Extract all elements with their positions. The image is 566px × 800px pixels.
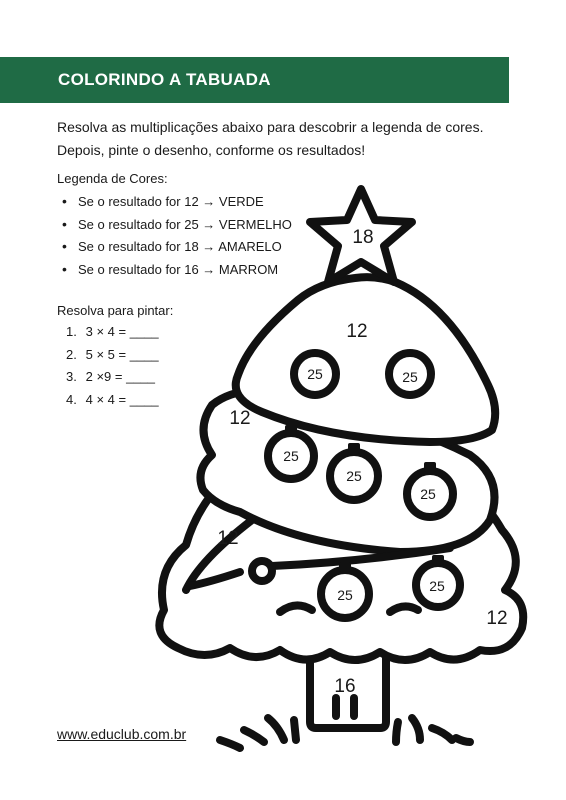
tree-top-tier <box>236 277 495 442</box>
grass <box>456 738 470 742</box>
grass <box>294 720 296 740</box>
grass <box>396 722 398 742</box>
instructions-line-1: Resolva as multiplicações abaixo para descobrir a legenda de cores. <box>57 119 484 135</box>
footer-link[interactable]: www.educlub.com.br <box>57 726 187 742</box>
legend-item: • Se o resultado for 12 → VERDE <box>62 190 292 213</box>
bottom-tier-right-number: 12 <box>486 608 508 629</box>
exercise-number: 4. <box>66 391 77 407</box>
star-number: 18 <box>352 227 374 248</box>
ornament <box>252 561 272 581</box>
ornament-cap <box>432 555 444 565</box>
legend-title: Legenda de Cores: <box>57 171 168 186</box>
bottom-tier-left-number: 12 <box>217 528 239 549</box>
page-title: COLORINDO A TABUADA <box>58 70 271 89</box>
ornament-number: 25 <box>283 448 299 464</box>
grass <box>432 728 452 740</box>
grass <box>268 718 284 740</box>
exercise-text: 2 ×9 = ____ <box>85 369 156 384</box>
top-tier-number: 12 <box>346 321 368 342</box>
ornament-number: 25 <box>346 468 362 484</box>
ornament-number: 25 <box>402 369 418 385</box>
exercise-text: 3 × 4 = ____ <box>85 324 159 339</box>
middle-tier-number: 12 <box>229 408 251 429</box>
legend-item: • Se o resultado for 16 → MARROM <box>62 258 292 281</box>
exercise-text: 4 × 4 = ____ <box>85 391 159 407</box>
grass <box>244 730 264 742</box>
ornament-number: 25 <box>337 587 353 603</box>
ornament-number: 25 <box>307 366 323 382</box>
exercise-number: 2. <box>66 346 77 362</box>
exercise-number: 3. <box>66 369 77 384</box>
exercises-title: Resolva para pintar: <box>57 303 174 318</box>
grass <box>412 718 420 740</box>
grass <box>220 740 240 748</box>
instructions-line-2: Depois, pinte o desenho, conforme os resultados! <box>57 142 366 158</box>
ornament-cap <box>339 562 351 572</box>
ornament-number: 25 <box>420 486 436 502</box>
ornament-cap <box>424 462 436 472</box>
legend-item: • Se o resultado for 25 → VERMELHO <box>62 213 292 236</box>
ornament-cap <box>285 425 297 435</box>
trunk-number: 16 <box>334 676 356 697</box>
exercise-number: 1. <box>66 324 77 339</box>
ornament-cap <box>348 443 360 453</box>
exercise-text: 5 × 5 = ____ <box>85 346 159 362</box>
ornament-number: 25 <box>429 578 445 594</box>
legend-item: • Se o resultado for 18 → AMARELO <box>62 235 292 258</box>
